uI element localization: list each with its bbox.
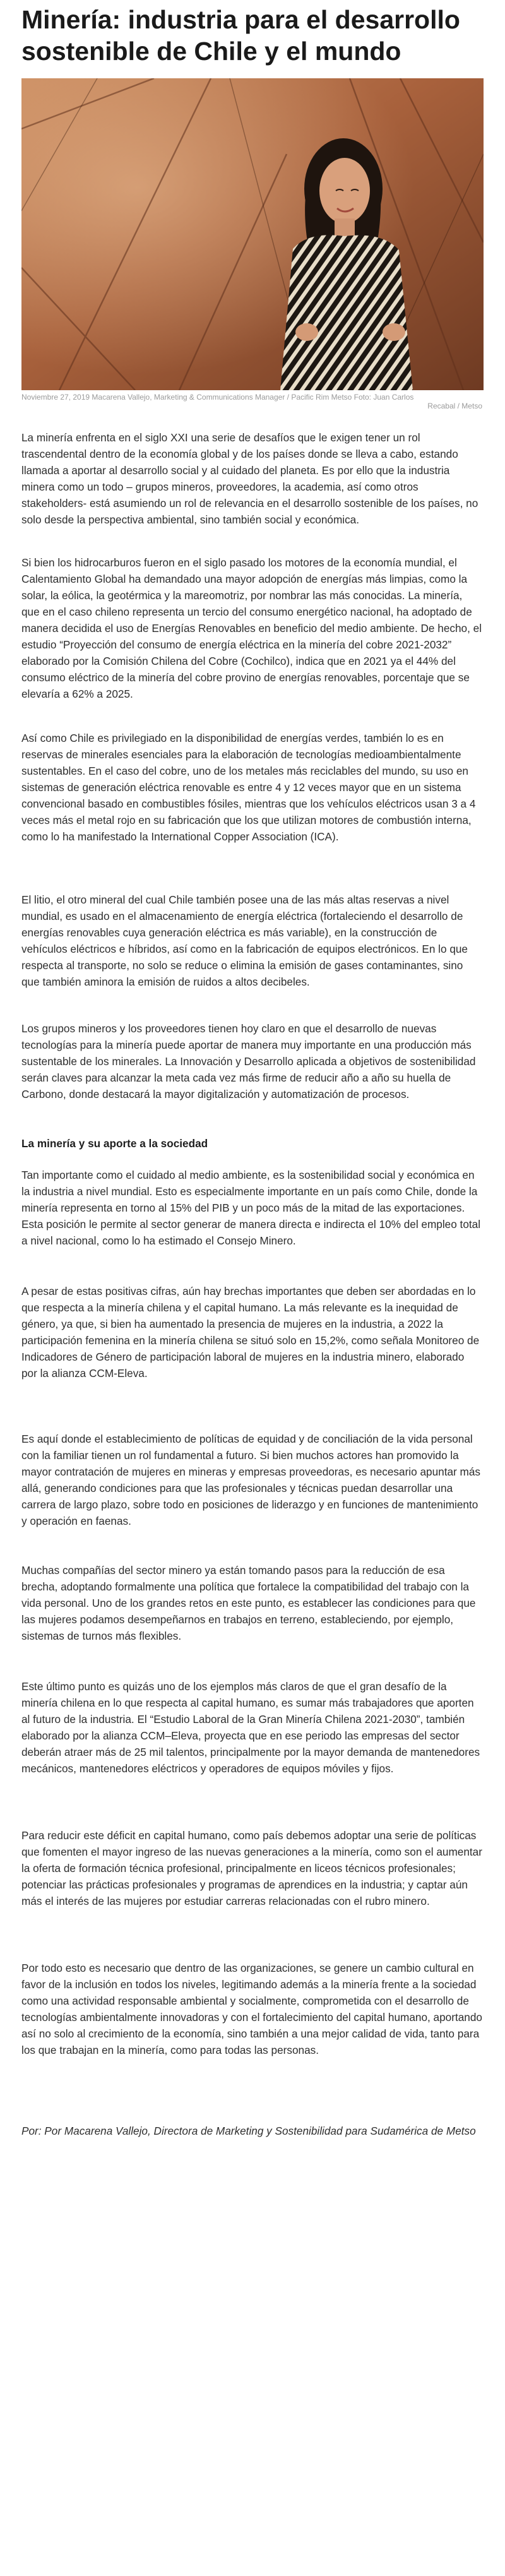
paragraph-10: Este último punto es quizás uno de los ejemplos más claros de que el gran desafío de la minería chilena en lo que respecta al capital humano, es sumar más trabajadores que aporten al futuro de la industria. El “Estudio Laboral de la Gran Minería Chilena 2021-2030”, también elaborado por la alianza CCM–Eleva, proyecta que en ese periodo las empresas del sector deberán atraer más de 25 mil talentos, principalmente por la mayor demanda de mantenedores mecánicos, mantenedores eléctricos y operadores de equipos móviles y fijos.	[21, 1680, 480, 1775]
author-byline: Por: Por Macarena Vallejo, Directora de Marketing y Sostenibilidad para Sudamérica de Metso	[21, 2125, 476, 2137]
article-photo	[21, 78, 484, 390]
paragraph-12: Por todo esto es necesario que dentro de las organizaciones, se genere un cambio cultural en favor de la inclusión en todos los niveles, legitimando además a la minería frente a la sociedad como una actividad responsable ambiental y socialmente, comprometida con el desarrollo de tecnologías ambientalmente innovadoras y con el fortalecimiento del capital humano, aportando así no solo al crecimiento de la economía, sino también a una mejor calidad de vida, tanto para los que trabajan en la minería, como para todas las personas.	[21, 1962, 482, 2056]
paragraph-1: La minería enfrenta en el siglo XXI una serie de desafíos que le exigen tener un rol trascendental dentro de la economía global y de los países donde se lleva a cabo, estando llamada a aportar al desarrollo social y al cuidado del planeta. Es por ello que la industria minera como un todo – grupos mineros, proveedores, la academia, así como otros stakeholders- está asumiendo un rol de relevancia en el desarrollo sostenible de los países, no solo desde la perspectiva ambiental, sino también social y económica.	[21, 431, 478, 526]
article-title: Minería: industria para el desarrollo sostenible de Chile y el mundo	[21, 5, 460, 66]
paragraph-11: Para reducir este déficit en capital humano, como país debemos adoptar una serie de políticas que fomenten el mayor ingreso de las nuevas generaciones a la minería, como son el aumentar la oferta de formación técnica profesional, principalmente en liceos técnicos profesionales; potenciar las prácticas profesionales y programas de aprendices en la industria; y captar aún más el interés de las mujeres por estudiar carreras relacionadas con el rubro minero.	[21, 1829, 482, 1907]
paragraph-4: El litio, el otro mineral del cual Chile también posee una de las más altas reservas a nivel mundial, es usado en el almacenamiento de energía eléctrica (fortaleciendo el desarrollo de energías renovables cuya generación eléctrica es más variable), en la construcción de vehículos eléctricos e híbridos, así como en la fabricación de equipos electrónicos. En lo que respecta al transporte, no solo se reduce o elimina la emisión de gases contaminantes, sino que también aminora la emisión de ruidos a altos decibeles.	[21, 893, 468, 988]
section-heading: La minería y su aporte a la sociedad	[21, 1137, 208, 1150]
paragraph-9: Muchas compañías del sector minero ya están tomando pasos para la reducción de esa brecha, adoptando formalmente una política que fortalece la compatibilidad del trabajo con la vida personal. Uno de los grandes retos en este punto, es establecer las condiciones para que las mujeres podamos desempeñarnos en trabajos en terreno, estableciendo, por ejemplo, sistemas de turnos más flexibles.	[21, 1564, 476, 1642]
paragraph-3: Así como Chile es privilegiado en la disponibilidad de energías verdes, también lo es en reservas de minerales esenciales para la elaboración de tecnologías medioambientalmente sustentables. En el caso del cobre, uno de los metales más reciclables del mundo, su uso en sistemas de generación eléctrica renovable es entre 4 y 12 veces mayor que en un sistema convencional basado en combustibles fósiles, mientras que los vehículos eléctricos usan 3 a 4 veces más el metal rojo en su fabricación que los que utilizan motores de combustión interna, como lo ha manifestado la International Copper Association (ICA).	[21, 732, 476, 843]
caption-text: Noviembre 27, 2019 Macarena Vallejo, Marketing & Communications Manager / Pacific Rim Metso Foto: Juan Carlos	[21, 393, 414, 402]
paragraph-7: A pesar de estas positivas cifras, aún hay brechas importantes que deben ser abordadas en lo que respecta a la minería chilena y el capital humano. La más relevante es la inequidad de género, ya que, si bien ha aumentado la presencia de mujeres en la industria, a 2022 la participación femenina en la minería chilena se situó solo en 15,2%, como señala Monitoreo de Indicadores de Género de participación laboral de mujeres en la industria minero, elaborado por la alianza CCM-Eleva.	[21, 1285, 480, 1380]
portrait-image	[21, 78, 484, 390]
paragraph-8: Es aquí donde el establecimiento de políticas de equidad y de conciliación de la vida personal con la familiar tienen un rol fundamental a futuro. Si bien muchos actores han promovido la mayor contratación de mujeres en mineras y empresas proveedoras, es necesario apuntar más allá, generando condiciones para que las profesionales y técnicas puedan desarrollar una carrera de largo plazo, sobre todo en posiciones de liderazgo y en funciones de mantenimiento y operación en faenas.	[21, 1433, 481, 1527]
caption-credit: Recabal / Metso	[427, 402, 482, 410]
photo-caption	[21, 393, 482, 410]
paragraph-2: Si bien los hidrocarburos fueron en el siglo pasado los motores de la economía mundial, el Calentamiento Global ha demandado una mayor adopción de energías más limpias, como la solar, la eólica, la geotérmica y la mareomotriz, por nombrar las más conocidas. La minería, que en el caso chileno representa un tercio del consumo energético nacional, ha adoptado de manera decidida el uso de Energías Renovables en beneficio del medio ambiente. De hecho, el estudio “Proyección del consumo de energía eléctrica en la minería del cobre 2021-2032” elaborado por la Comisión Chilena del Cobre (Cochilco), indica que en 2021 ya el 44% del consumo eléctrico de la minería del cobre provino de energías renovables, porcentaje que se elevaría a 62% a 2025.	[21, 556, 482, 700]
paragraph-6: Tan importante como el cuidado al medio ambiente, es la sostenibilidad social y económica en la industria a nivel mundial. Esto es especialmente importante en un país como Chile, donde la minería representa en torno al 15% del PIB y un poco más de la mitad de las exportaciones. Esta posición le permite al sector generar de manera directa e indirecta el 10% del empleo total a nivel nacional, como lo ha estimado el Consejo Minero.	[21, 1169, 481, 1247]
paragraph-5: Los grupos mineros y los proveedores tienen hoy claro en que el desarrollo de nuevas tecnologías para la minería puede aportar de manera muy importante en una producción más sustentable de los minerales. La Innovación y Desarrollo aplicada a objetivos de sostenibilidad serán claves para alcanzar la meta cada vez más firme de reducir año a año su huella de Carbono, donde destacará la mayor digitalización y automatización de procesos.	[21, 1022, 476, 1100]
